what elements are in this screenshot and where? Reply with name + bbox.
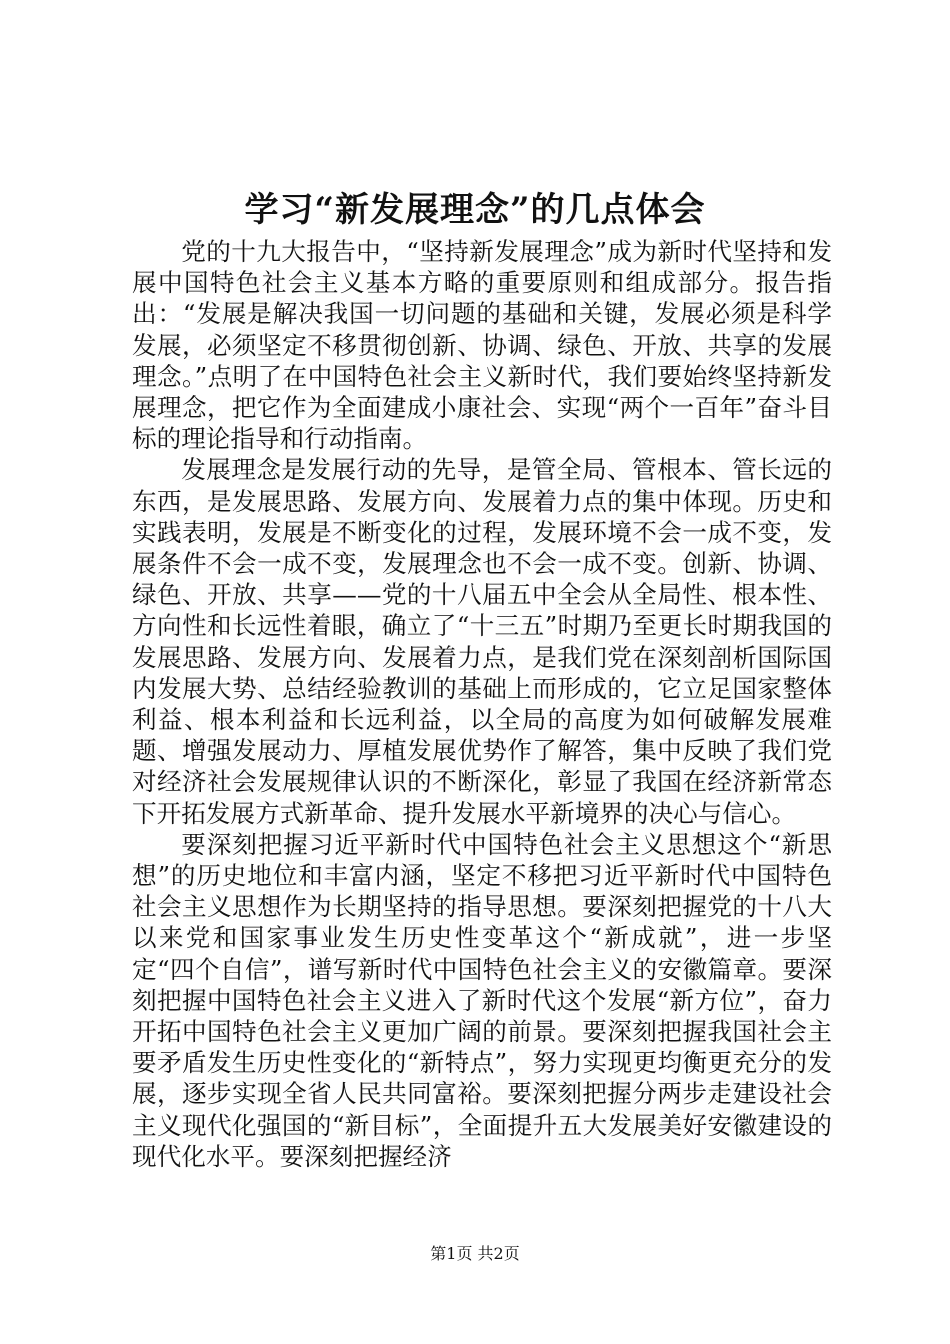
document-body [132, 236, 832, 1172]
paragraph-2: 发展理念是发展行动的先导，是管全局、管根本、管长远的东西，是发展思路、发展方向、发展着力点的集中体现。历史和实践表明，发展是不断变化的过程，发展环境不会一成不变，发展条件不会一成不变，发展理念也不会一成不变。创新、协调、绿色、开放、共享——党的十八届五中全会从全局性、根本性、方向性和长远性着眼，确立了“十三五”时期乃至更长时期我国的发展思路、发展方向、发展着力点，是我们党在深刻剖析国际国内发展大势、总结经验教训的基础上而形成的，它立足国家整体利益、根本利益和长远利益，以全局的高度为如何破解发展难题、增强发展动力、厚植发展优势作了解答，集中反映了我们党对经济社会发展规律认识的不断深化，彰显了我国在经济新常态下开拓发展方式新革命、提升发展水平新境界的决心与信心。 [132, 455, 832, 828]
paragraph-1: 党的十九大报告中，“坚持新发展理念”成为新时代坚持和发展中国特色社会主义基本方略的重要原则和组成部分。报告指出：“发展是解决我国一切问题的基础和关键，发展必须是科学发展，必须坚定不移贯彻创新、协调、绿色、开放、共享的发展理念。”点明了在中国特色社会主义新时代，我们要始终坚持新发展理念，把它作为全面建成小康社会、实现“两个一百年”奋斗目标的理论指导和行动指南。 [132, 237, 832, 454]
page-number-footer: 第1页 共2页 [430, 1244, 520, 1263]
paragraph-3: 要深刻把握习近平新时代中国特色社会主义思想这个“新思想”的历史地位和丰富内涵，坚定不移把习近平新时代中国特色社会主义思想作为长期坚持的指导思想。要深刻把握党的十八大以来党和国家事业发生历史性变革这个“新成就”，进一步坚定“四个自信”，谱写新时代中国特色社会主义的安徽篇章。要深刻把握中国特色社会主义进入了新时代这个发展“新方位”，奋力开拓中国特色社会主义更加广阔的前景。要深刻把握我国社会主要矛盾发生历史性变化的“新特点”，努力实现更均衡更充分的发展，逐步实现全省人民共同富裕。要深刻把握分两步走建设社会主义现代化强国的“新目标”，全面提升五大发展美好安徽建设的现代化水平。要深刻把握经济 [132, 829, 832, 1171]
document-title: 学习“新发展理念”的几点体会 [244, 190, 706, 230]
